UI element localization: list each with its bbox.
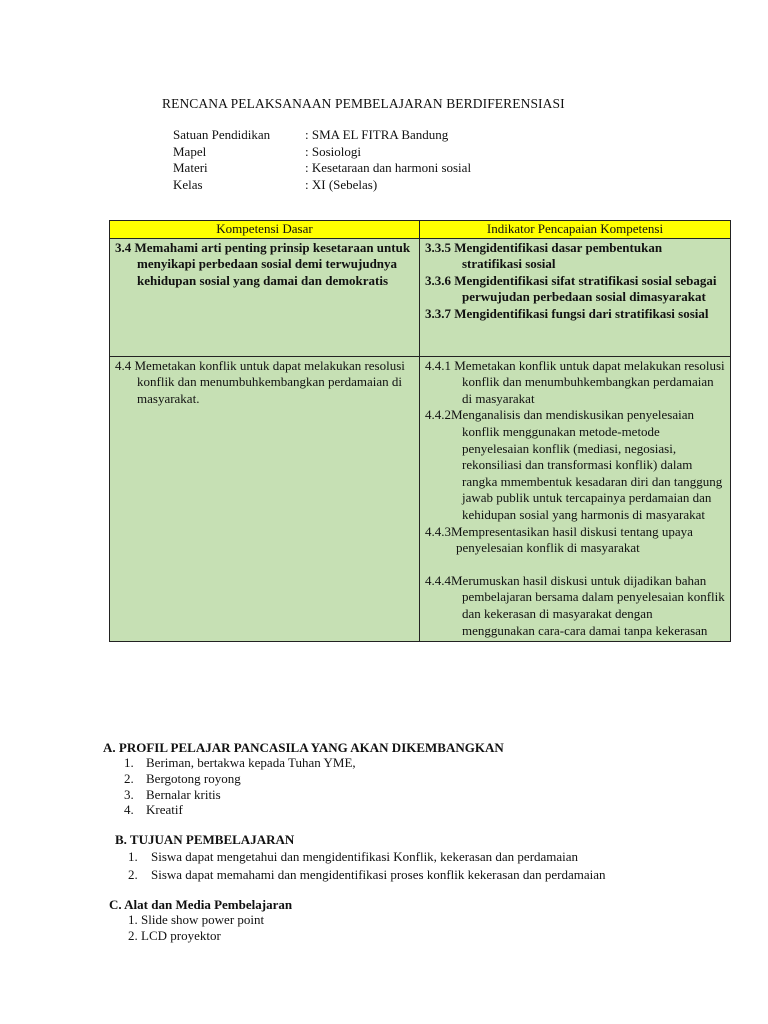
info-row-satuan [173, 127, 471, 144]
section-c-title: C. Alat dan Media Pembelajaran [109, 897, 293, 912]
info-label: Satuan Pendidikan [173, 127, 271, 142]
info-row-mapel [173, 144, 471, 161]
section-b-title: B. TUJUAN PEMBELAJARAN [115, 832, 295, 847]
section-b-list [128, 848, 606, 883]
info-value: : SMA EL FITRA Bandung [305, 127, 449, 142]
ipk-4-4-4: 4.4.4Merumuskan hasil diskusi untuk dijadikan bahan pembelajaran bersama dalam penyelesaian konflik dan kekerasan di masyarakat dengan menggunakan cara-cara damai tanpa kekerasan [425, 572, 725, 638]
list-item: 4. Kreatif [124, 802, 183, 818]
info-label: Kelas [173, 176, 203, 192]
info-value: : XI (Sebelas) [305, 176, 378, 192]
ipk-4-4-2: 4.4.2Menganalisis dan mendiskusikan penyelesaian konflik menggunakan metode-metode penyelesaian konflik (mediasi, negosiasi, rekonsiliasi dan transformasi konflik) dalam rangka mmembentuk kesadaran diri dan tanggung jawab publik untuk tercapainya perdamaian dan kehidupan sosial yang harmonis di masyarakat [425, 407, 723, 522]
spacer [425, 557, 725, 573]
table-row [110, 356, 731, 642]
list-item: 1. Slide show power point [128, 912, 265, 927]
info-row-materi [173, 160, 471, 177]
section-a-list [124, 755, 356, 818]
info-value: : Sosiologi [305, 143, 361, 159]
header-indikator: Indikator Pencapaian Kompetensi [420, 221, 731, 239]
table-header-row [110, 221, 731, 239]
list-item: 1. Beriman, bertakwa kepada Tuhan YME, [124, 755, 356, 770]
list-item: 3. Bernalar kritis [124, 786, 221, 802]
ipk-3-3-6: 3.3.6 Mengidentifikasi sifat stratifikasi sosial sebagai perwujudan perbedaan sosial dimasyarakat [425, 272, 717, 305]
table-row [110, 238, 731, 356]
table-cell [110, 356, 420, 642]
list-item: 2. Siswa dapat memahami dan mengidentifikasi proses konflik kekerasan dan perdamaian [128, 866, 606, 882]
ipk-4-4-3: 4.4.3Mempresentasikan hasil diskusi tentang upaya penyelesaian konflik di masyarakat [425, 523, 693, 556]
info-value: : Kesetaraan dan harmoni sosial [305, 160, 472, 175]
ipk-4-4-1: 4.4.1 Memetakan konflik untuk dapat melakukan resolusi konflik dan menumbuhkembangkan perdamaian di masyarakat [425, 357, 725, 406]
kd-3-4-text: 3.4 Memahami arti penting prinsip kesetaraan untuk menyikapi perbedaan sosial demi terwujudnya kehidupan sosial yang damai dan demokratis [115, 239, 411, 288]
info-label: Mapel [173, 143, 207, 159]
ipk-3-3-7: 3.3.7 Mengidentifikasi fungsi dari stratifikasi sosial [425, 305, 709, 321]
competency-table [109, 220, 731, 642]
info-label: Materi [173, 160, 208, 175]
document-title: RENCANA PELAKSANAAN PEMBELAJARAN BERDIFERENSIASI [162, 96, 565, 111]
table-cell [420, 238, 731, 356]
kd-4-4-text: 4.4 Memetakan konflik untuk dapat melakukan resolusi konflik dan menumbuhkembangkan perdamaian di masyarakat. [115, 357, 405, 406]
table-cell [420, 356, 731, 642]
info-row-kelas [173, 177, 471, 194]
ipk-3-3-5: 3.3.5 Mengidentifikasi dasar pembentukan stratifikasi sosial [425, 239, 663, 272]
section-c-list [128, 912, 264, 944]
list-item: 2. Bergotong royong [124, 770, 241, 786]
section-a-title: A. PROFIL PELAJAR PANCASILA YANG AKAN DIKEMBANGKAN [103, 740, 504, 755]
header-kompetensi-dasar: Kompetensi Dasar [110, 221, 420, 239]
list-item: 1. Siswa dapat mengetahui dan mengidentifikasi Konflik, kekerasan dan perdamaian [128, 849, 579, 864]
identity-block [173, 127, 471, 193]
table-cell [110, 238, 420, 356]
list-item: 2. LCD proyektor [128, 928, 221, 943]
